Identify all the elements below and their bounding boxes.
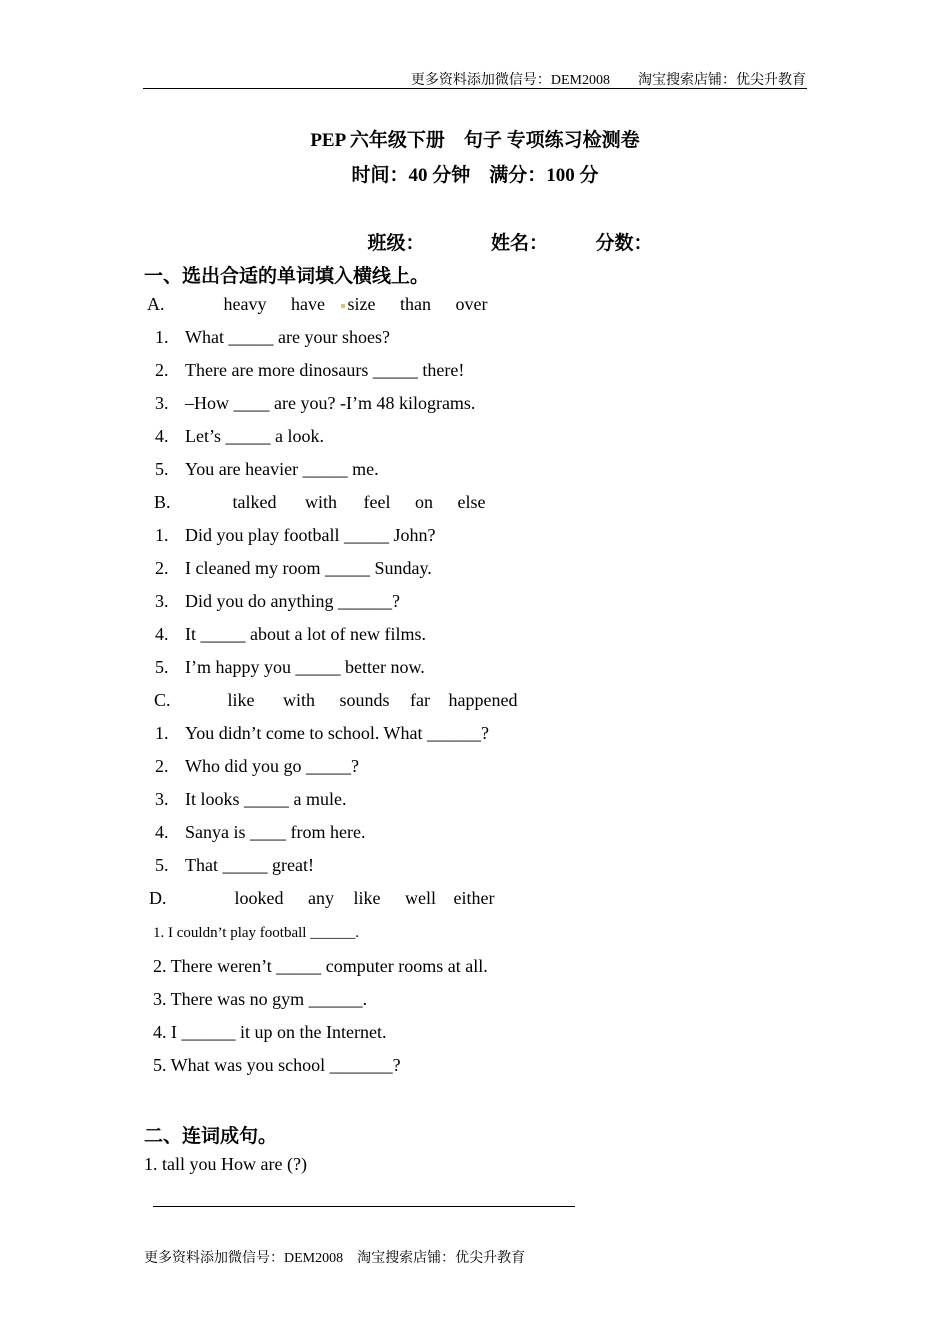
group-b-wordbank: B. talked with feel on else (154, 492, 486, 512)
group-b-item-5: 5. I’m happy you _____ better now. (155, 657, 425, 677)
group-a-wordbank: A. heavy have size than over (147, 294, 488, 314)
student-info-fields: 班级： 姓名： 分数： (367, 233, 653, 254)
header-text: 更多资料添加微信号：DEM2008 淘宝搜索店铺：优尖升教育 (410, 73, 806, 88)
group-b-item-3: 3. Did you do anything ______? (155, 591, 400, 611)
group-c-item-4: 4. Sanya is ____ from here. (155, 822, 366, 842)
time-score-line: 时间：40 分钟 满分：100 分 (351, 165, 599, 186)
group-d-item-2: 2. There weren’t _____ computer rooms at all. (153, 956, 488, 976)
section2-item-1: 1. tall you How are (?) (144, 1154, 307, 1174)
group-c-wordbank: C. like with sounds far happened (154, 690, 518, 710)
group-a-item-5: 5. You are heavier _____ me. (155, 459, 379, 479)
group-d-item-5: 5. What was you school _______? (153, 1055, 401, 1075)
group-b-item-2: 2. I cleaned my room _____ Sunday. (155, 558, 432, 578)
group-a-item-4: 4. Let’s _____ a look. (155, 426, 324, 446)
group-b-item-4: 4. It _____ about a lot of new films. (155, 624, 426, 644)
group-a-item-1: 1. What _____ are your shoes? (155, 327, 390, 347)
section2-heading: 二、连词成句。 (144, 1126, 278, 1147)
footer-text: 更多资料添加微信号：DEM2008 淘宝搜索店铺：优尖升教育 (144, 1251, 526, 1266)
group-c-item-2: 2. Who did you go _____? (155, 756, 359, 776)
group-d-item-4: 4. I ______ it up on the Internet. (153, 1022, 387, 1042)
group-a-item-2: 2. There are more dinosaurs _____ there! (155, 360, 465, 380)
group-c-item-1: 1. You didn’t come to school. What ______? (155, 723, 489, 743)
document-title: PEP 六年级下册 句子 专项练习检测卷 (310, 130, 640, 151)
group-c-item-5: 5. That _____ great! (155, 855, 314, 875)
group-a-item-3: 3. –How ____ are you? -I’m 48 kilograms. (155, 393, 476, 413)
group-d-item-1: 1. I couldn’t play football ______. (153, 925, 359, 941)
group-d-wordbank: D. looked any like well either (149, 888, 495, 908)
group-b-item-1: 1. Did you play football _____ John? (155, 525, 436, 545)
section1-heading: 一、选出合适的单词填入横线上。 (144, 266, 430, 287)
group-d-item-3: 3. There was no gym ______. (153, 989, 368, 1009)
group-c-item-3: 3. It looks _____ a mule. (155, 789, 347, 809)
header-rule (143, 88, 807, 89)
answer-line (153, 1206, 575, 1207)
